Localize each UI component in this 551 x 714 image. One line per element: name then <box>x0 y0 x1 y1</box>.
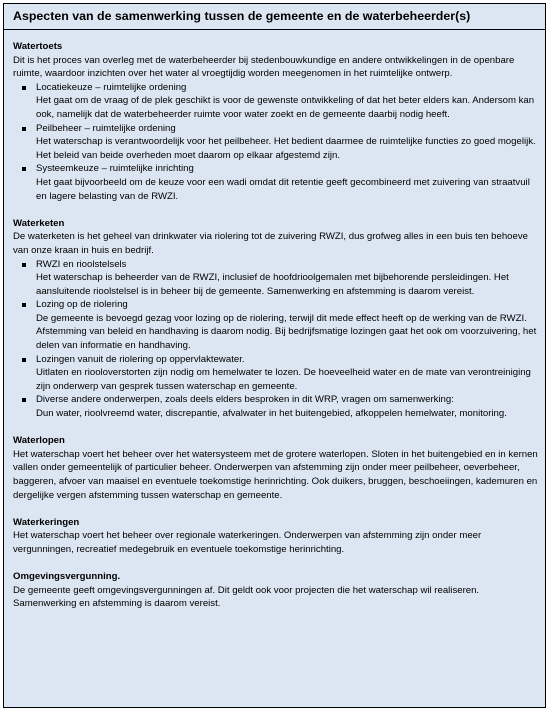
list-item <box>13 81 539 122</box>
section-heading: Omgevingsvergunning. <box>13 571 121 583</box>
list-item <box>13 353 539 394</box>
box-title: Aspecten van de samenwerking tussen de gemeente en de waterbeheerder(s) <box>4 4 545 30</box>
list-item <box>13 122 539 163</box>
section-waterlopen <box>13 434 539 502</box>
item-label: Systeemkeuze – ruimtelijke inrichting <box>36 163 194 175</box>
bullet-icon <box>22 398 26 402</box>
item-label: Locatiekeuze – ruimtelijke ordening <box>36 81 187 93</box>
item-label: Lozing op de riolering <box>36 299 128 311</box>
bullet-list <box>13 81 539 203</box>
section-watertoets <box>13 40 539 203</box>
section-heading: Waterlopen <box>13 435 65 447</box>
section-intro: Het waterschap voert het beheer over regionale waterkeringen. Onderwerpen van afstemming zijn onder meer vergunningen, recreatief medegebruik en eventuele toekomstige herinrichting. <box>13 530 482 555</box>
section-heading: Waterkeringen <box>13 516 80 528</box>
bullet-icon <box>22 263 26 267</box>
item-text: De gemeente is bevoegd gezag voor lozing op de riolering, terwijl dit mede effect heeft op de werking van de RWZI. Afstemming van beleid en handhaving is daarom nodig. Bij bedrijfsmatige lozingen gaat het ook om voorzuivering, het delen van informatie en handhaving. <box>36 312 537 352</box>
bullet-icon <box>22 86 26 90</box>
item-label: Diverse andere onderwerpen, zoals deels elders besproken in dit WRP, vragen om samenwerking: <box>36 394 454 406</box>
section-intro: Dit is het proces van overleg met de waterbeheerder bij stedenbouwkundige en andere ontwikkelingen in de openbare ruimte, waardoor inzichten over het water al vroegtijdig worden meegenomen in het ruimtelijke ontwerp. <box>13 54 515 80</box>
box-content <box>4 30 545 611</box>
section-intro: De waterketen is het geheel van drinkwater via riolering tot de zuivering RWZI, dus grofweg alles in een buis ten behoeve van onze kraan in huis en bedrijf. <box>13 231 528 256</box>
list-item <box>13 162 539 203</box>
section-waterkeringen <box>13 516 539 557</box>
item-text: Het gaat om de vraag of de plek geschikt is voor de gewenste ontwikkeling of dat het beter elders kan. Andersom kan ook, namelijk dat de waterbeheerder ruimte voor water zoekt en de gemeente daarbij nodig heeft. <box>36 95 535 120</box>
item-label: Lozingen vanuit de riolering op oppervlaktewater. <box>36 353 245 365</box>
item-label: Peilbeheer – ruimtelijke ordening <box>36 122 176 134</box>
item-text: Dun water, rioolvreemd water, discrepantie, afvalwater in het buitengebied, afkoppelen hemelwater, monitoring. <box>36 408 507 420</box>
item-text: Het waterschap is beheerder van de RWZI, inclusief de hoofdrioolgemalen met bijbehorende persleidingen. Het aansluitende rioolstelsel is in beheer bij de gemeente. Samenwerking en afstemming is daarom vereist. <box>36 272 509 297</box>
bullet-icon <box>22 167 26 171</box>
item-label: RWZI en rioolstelsels <box>36 258 127 270</box>
section-heading: Waterketen <box>13 217 65 229</box>
list-item <box>13 298 539 352</box>
item-text: Het waterschap is verantwoordelijk voor het peilbeheer. Het bedient daarmee de ruimtelijke functies zo goed mogelijk. Het beleid van beide overheden moet daarom op elkaar afgestemd zijn. <box>36 136 536 161</box>
section-waterketen <box>13 217 539 421</box>
bullet-icon <box>22 303 26 307</box>
section-omgevingsvergunning <box>13 570 539 611</box>
list-item <box>13 258 539 299</box>
item-text: Het gaat bijvoorbeeld om de keuze voor een wadi omdat dit retentie geeft gecombineerd met zuivering van straatvuil en lagere belasting van de RWZI. <box>36 176 530 202</box>
section-heading: Watertoets <box>13 41 63 52</box>
section-intro: Het waterschap voert het beheer over het watersysteem met de grotere waterlopen. Sloten in het buitengebied en in kernen vallen onder gemeentelijk of particulier beheer. Onderwerpen van afstemming zijn onder meer peilbeheer, oeverbeheer, baggeren, afvoer van maaisel en eventuele toekomstige herinrichting. Ook duikers, bruggen, beschoeiingen, kademuren en dergelijke vergen afstemming tussen waterschap en gemeente. <box>13 448 538 501</box>
info-box <box>3 3 546 708</box>
list-item <box>13 393 539 420</box>
item-text: Uitlaten en riooloverstorten zijn nodig om hemelwater te lozen. De hoeveelheid water en de mate van verontreiniging zijn onderwerp van gesprek tussen waterschap en gemeente. <box>36 367 531 392</box>
bullet-icon <box>22 358 26 362</box>
section-intro: De gemeente geeft omgevingsvergunningen af. Dit geldt ook voor projecten die het waterschap wil realiseren. Samenwerking en afstemming is daarom vereist. <box>13 584 480 610</box>
bullet-list <box>13 258 539 421</box>
bullet-icon <box>22 127 26 131</box>
